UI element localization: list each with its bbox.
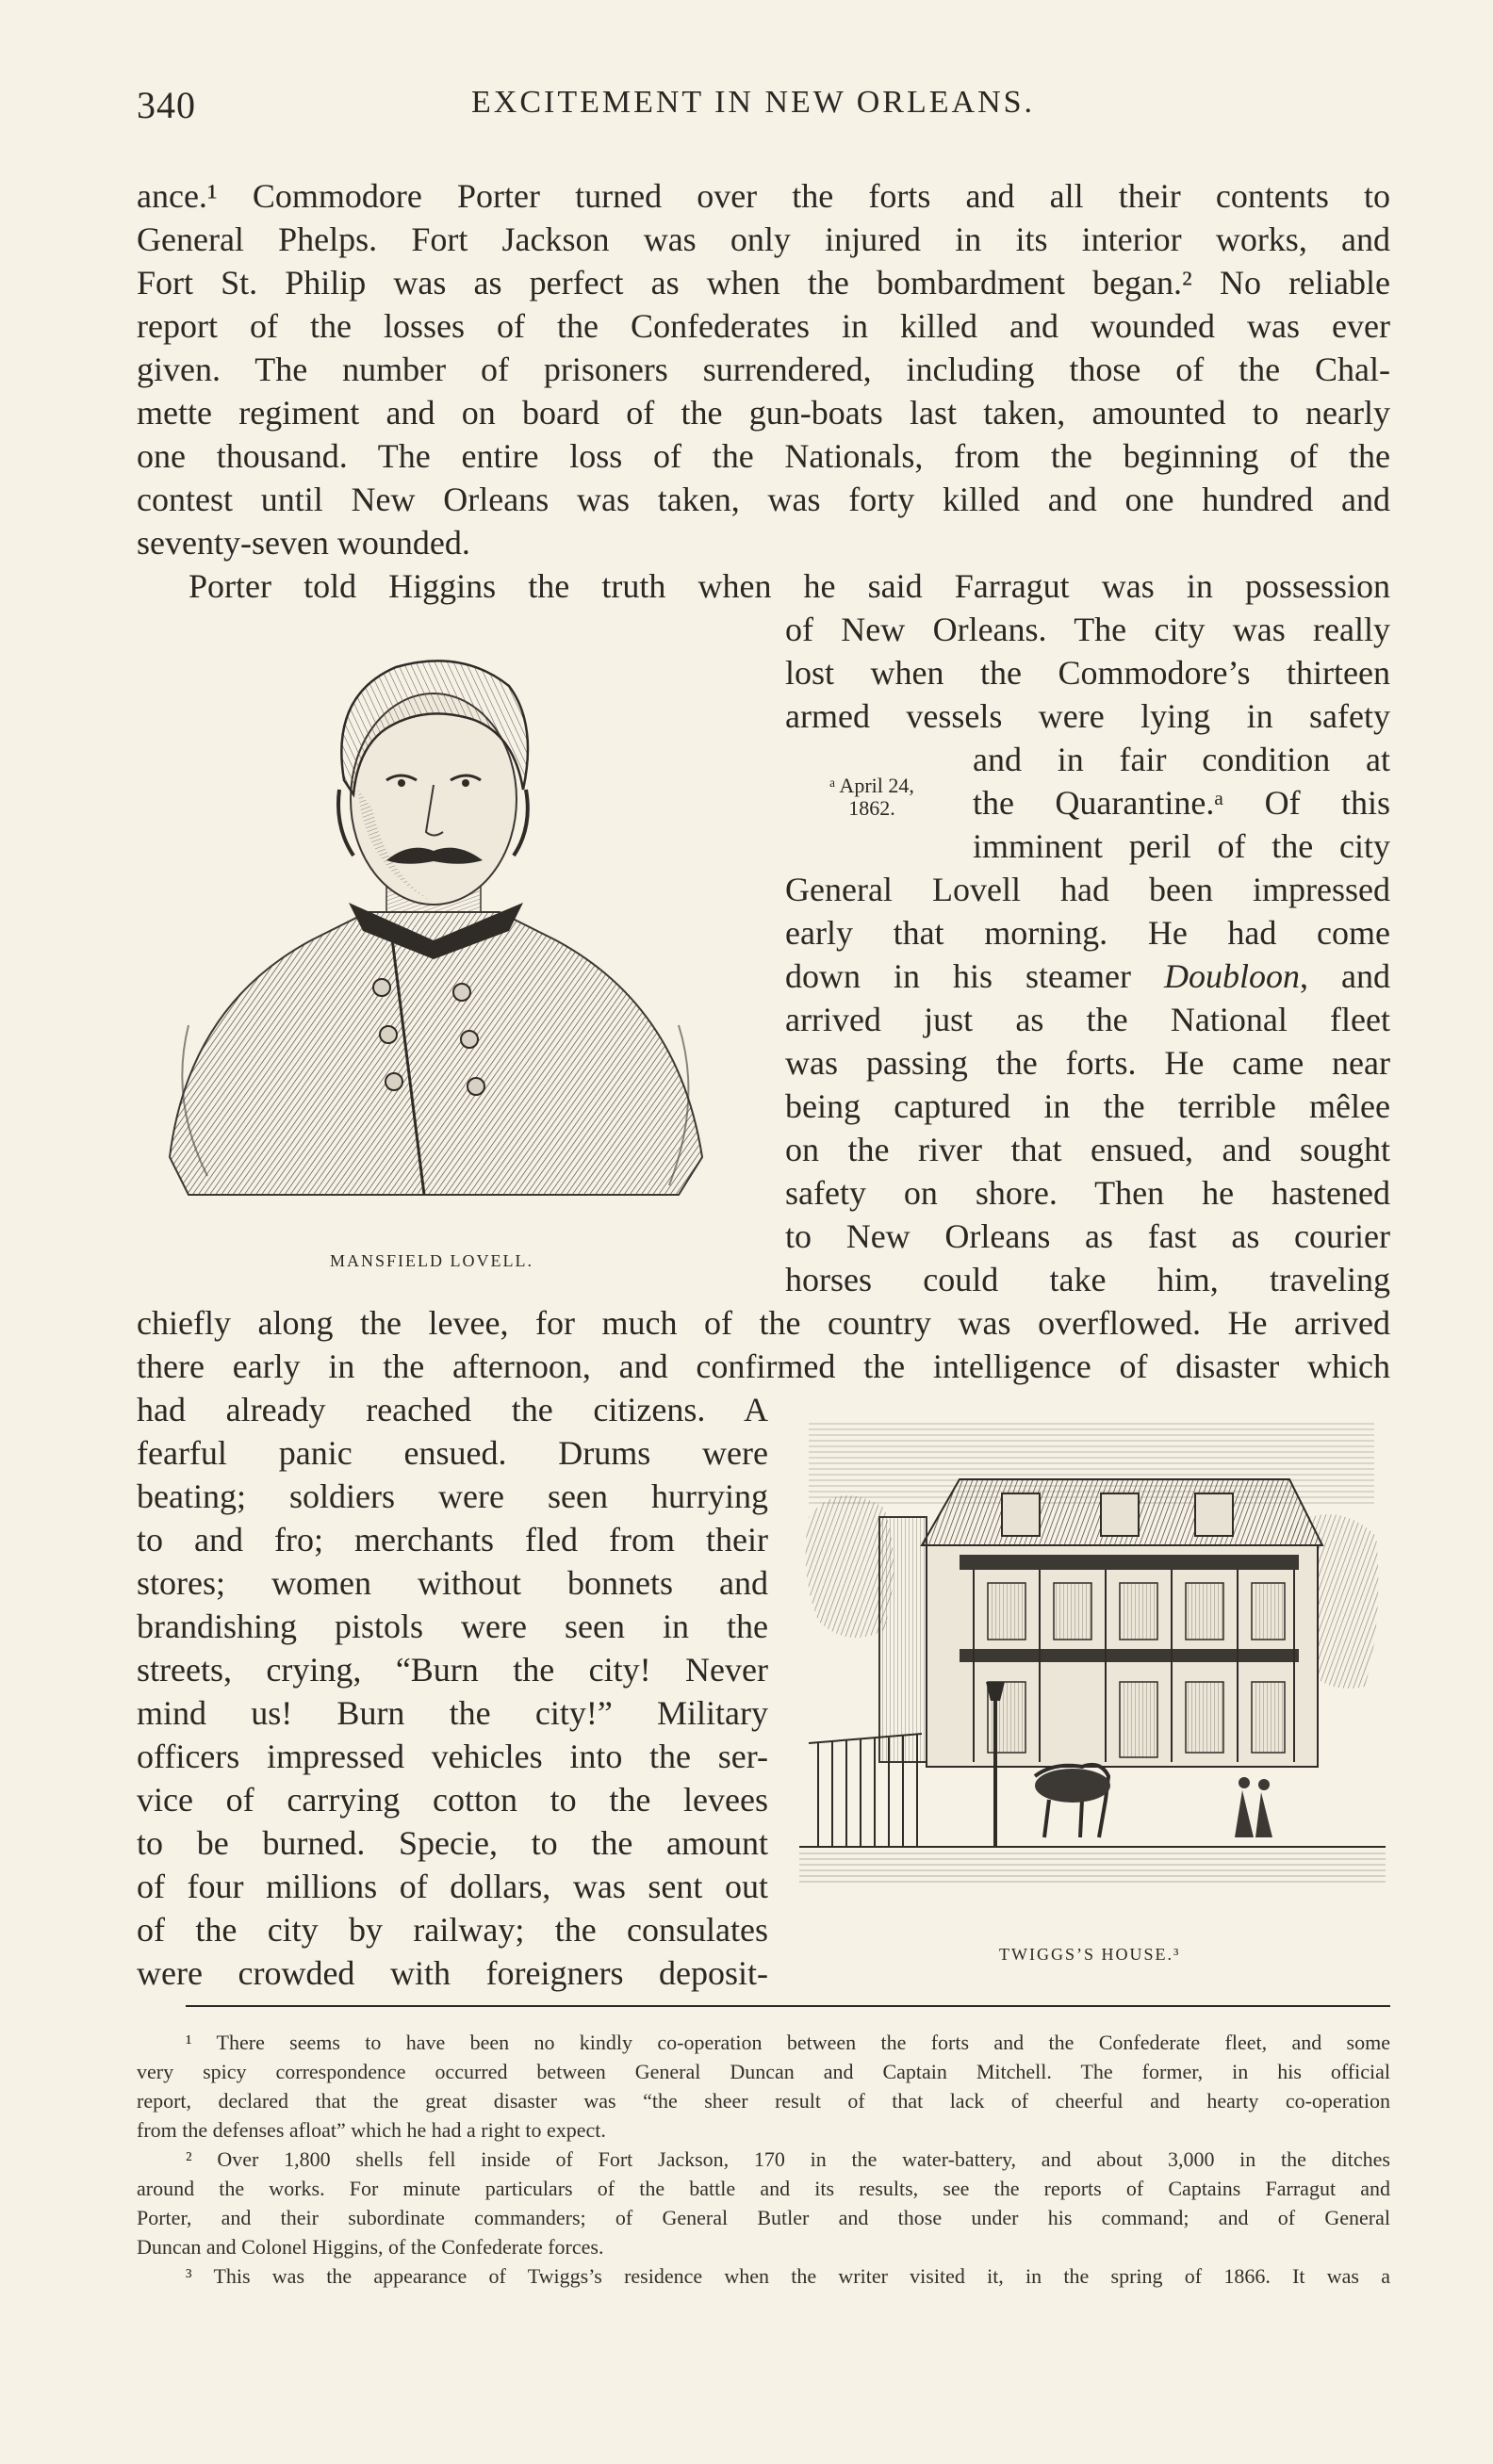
margin-date-note xyxy=(801,775,943,820)
running-title: EXCITEMENT IN NEW ORLEANS. xyxy=(471,85,1036,120)
running-head xyxy=(137,83,1390,130)
footnote-line: from the defenses afloat” which he had a right to expect. xyxy=(137,2118,606,2142)
body-line: had already reached the citizens. A xyxy=(137,1391,768,1428)
body-line: vice of carrying cotton to the levees xyxy=(137,1781,768,1819)
footnote-line: report, declared that the great disaster was “the sheer result of that lack of cheerful and hearty co-operation xyxy=(137,2089,1390,2113)
body-line: chiefly along the levee, for much of the country was overflowed. He arrived xyxy=(137,1304,1390,1342)
body-line: ance.¹ Commodore Porter turned over the forts and all their contents to xyxy=(137,177,1390,215)
body-line: to and fro; merchants fled from their xyxy=(137,1521,768,1558)
footnote-line: Duncan and Colonel Higgins, of the Confederate forces. xyxy=(137,2235,604,2259)
body-line: being captured in the terrible mêlee xyxy=(785,1087,1390,1125)
body-line: of four millions of dollars, was sent out xyxy=(137,1868,768,1905)
body-line: one thousand. The entire loss of the Nationals, from the beginning of the xyxy=(137,437,1390,475)
body-line: horses could take him, traveling xyxy=(785,1261,1390,1298)
body-line: General Lovell had been impressed xyxy=(785,871,1390,908)
margin-date-year: 1862. xyxy=(848,796,895,820)
body-line: were crowded with foreigners deposit- xyxy=(137,1954,768,1992)
body-line: stores; women without bonnets and xyxy=(137,1564,768,1602)
footnote-line: ¹ There seems to have been no kindly co-operation between the forts and the Confederate fleet, and some xyxy=(186,2031,1390,2054)
body-line: officers impressed vehicles into the ser- xyxy=(137,1738,768,1775)
body-line: early that morning. He had come xyxy=(785,914,1390,952)
portrait-caption: MANSFIELD LOVELL. xyxy=(330,1251,533,1270)
body-line: seventy-seven wounded. xyxy=(137,524,470,562)
house-engraving xyxy=(799,1404,1386,1892)
footnote-line: Porter, and their subordinate commanders; of General Butler and those under his command; and of General xyxy=(137,2206,1390,2229)
body-line: lost when the Commodore’s thirteen xyxy=(785,654,1390,692)
body-line: to be burned. Specie, to the amount xyxy=(137,1824,768,1862)
body-line: Porter told Higgins the truth when he said Farragut was in possession xyxy=(189,567,1390,605)
margin-date-line: ᵃ April 24, xyxy=(829,774,914,797)
footnote-line: ² Over 1,800 shells fell inside of Fort Jackson, 170 in the water-battery, and about 3,000 in the ditches xyxy=(186,2147,1390,2171)
body-line: mette regiment and on board of the gun-boats last taken, amounted to nearly xyxy=(137,394,1390,432)
body-line: streets, crying, “Burn the city! Never xyxy=(137,1651,768,1689)
footnote-rule xyxy=(186,2005,1390,2007)
body-line: armed vessels were lying in safety xyxy=(785,697,1390,735)
body-line: arrived just as the National fleet xyxy=(785,1001,1390,1038)
body-line: of the city by railway; the consulates xyxy=(137,1911,768,1949)
portrait-engraving xyxy=(151,629,716,1223)
body-line: was passing the forts. He came near xyxy=(785,1044,1390,1082)
body-line: and in fair condition at xyxy=(973,741,1390,778)
body-line: safety on shore. Then he hastened xyxy=(785,1174,1390,1212)
footnote-line: very spicy correspondence occurred between General Duncan and Captain Mitchell. The former, in his official xyxy=(137,2060,1390,2083)
body-line: there early in the afternoon, and confirmed the intelligence of disaster which xyxy=(137,1347,1390,1385)
house-caption: TWIGGS’S HOUSE.³ xyxy=(999,1945,1181,1964)
footnote-line: around the works. For minute particulars of the battle and its results, see the reports of Captains Farragut and xyxy=(137,2177,1390,2200)
body-line: Fort St. Philip was as perfect as when the bombardment began.² No reliable xyxy=(137,264,1390,302)
ship-name: Doubloon xyxy=(1164,957,1301,995)
body-line: given. The number of prisoners surrendered, including those of the Chal- xyxy=(137,351,1390,388)
body-line: on the river that ensued, and sought xyxy=(785,1131,1390,1168)
body-line: imminent peril of the city xyxy=(973,827,1390,865)
body-line: beating; soldiers were seen hurrying xyxy=(137,1477,768,1515)
body-line: the Quarantine.ᵃ Of this xyxy=(973,784,1390,822)
body-line: contest until New Orleans was taken, was forty killed and one hundred and xyxy=(137,481,1390,518)
body-line: of New Orleans. The city was really xyxy=(785,611,1390,648)
body-line: report of the losses of the Confederates in killed and wounded was ever xyxy=(137,307,1390,345)
body-line: fearful panic ensued. Drums were xyxy=(137,1434,768,1472)
body-line: mind us! Burn the city!” Military xyxy=(137,1694,768,1732)
page-number: 340 xyxy=(137,84,196,126)
body-line-with-italic: down in his steamer Doubloon, and xyxy=(785,957,1390,995)
body-line: General Phelps. Fort Jackson was only injured in its interior works, and xyxy=(137,220,1390,258)
body-line: to New Orleans as fast as courier xyxy=(785,1217,1390,1255)
footnote-line: ³ This was the appearance of Twiggs’s residence when the writer visited it, in the spring of 1866. It was a xyxy=(186,2264,1390,2288)
body-line: brandishing pistols were seen in the xyxy=(137,1607,768,1645)
